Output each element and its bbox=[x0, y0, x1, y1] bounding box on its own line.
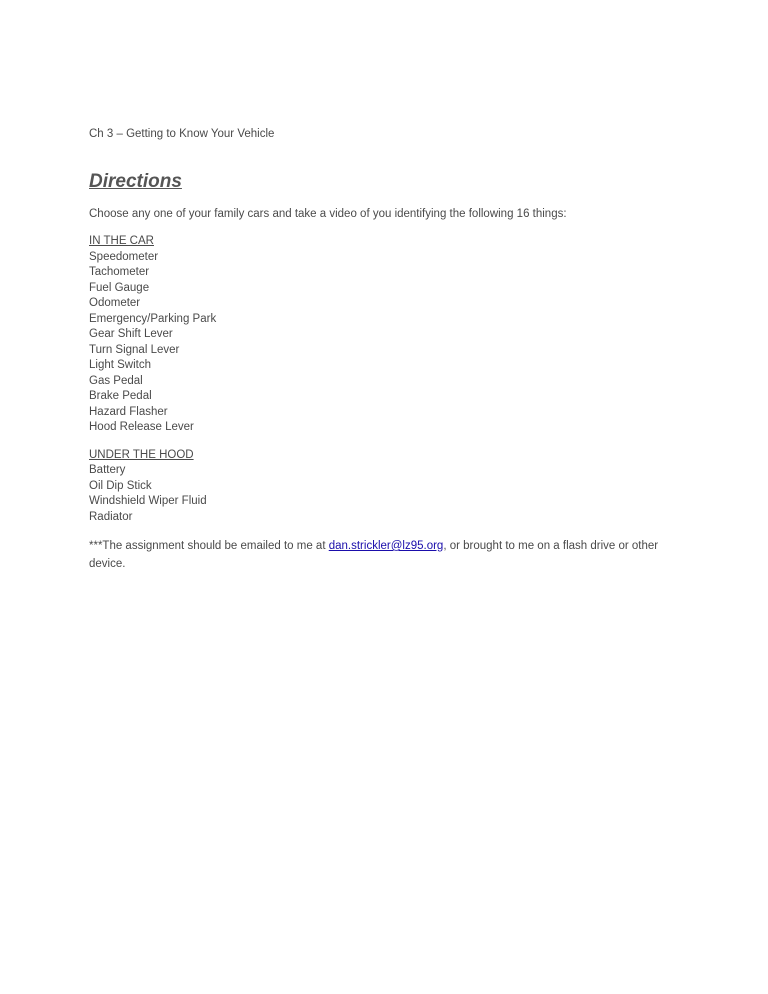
section-in-the-car bbox=[89, 234, 689, 436]
list-item: Gas Pedal bbox=[89, 374, 143, 387]
footer-suffix: , or brought to me on a flash drive or other device. bbox=[89, 540, 659, 570]
list-item: Hazard Flasher bbox=[89, 405, 168, 418]
directions-heading: Directions bbox=[89, 171, 182, 192]
list-item: Speedometer bbox=[89, 250, 159, 263]
list-item: Radiator bbox=[89, 510, 133, 523]
list-item: Turn Signal Lever bbox=[89, 343, 180, 356]
item-list bbox=[89, 463, 689, 525]
list-item: Fuel Gauge bbox=[89, 281, 150, 294]
chapter-title: Ch 3 – Getting to Know Your Vehicle bbox=[89, 128, 275, 140]
list-item: Tachometer bbox=[89, 266, 150, 278]
list-item: Brake Pedal bbox=[89, 390, 152, 402]
list-item: Light Switch bbox=[89, 359, 152, 371]
list-item: Windshield Wiper Fluid bbox=[89, 495, 207, 507]
footer-note bbox=[89, 537, 689, 573]
section-heading: UNDER THE HOOD bbox=[89, 448, 194, 461]
section-heading: IN THE CAR bbox=[89, 235, 154, 247]
list-item: Hood Release Lever bbox=[89, 421, 194, 433]
list-item: Battery bbox=[89, 464, 126, 476]
section-under-the-hood bbox=[89, 448, 689, 526]
list-item: Emergency/Parking Park bbox=[89, 312, 217, 325]
item-list bbox=[89, 250, 689, 436]
list-item: Oil Dip Stick bbox=[89, 479, 152, 492]
list-item: Odometer bbox=[89, 297, 141, 309]
list-item: Gear Shift Lever bbox=[89, 328, 173, 340]
footer-prefix: ***The assignment should be emailed to me at bbox=[89, 540, 329, 552]
intro-text: Choose any one of your family cars and take a video of you identifying the following 16 things: bbox=[89, 208, 567, 220]
document-page bbox=[89, 126, 689, 573]
email-link[interactable]: dan.strickler@lz95.org bbox=[328, 540, 444, 552]
